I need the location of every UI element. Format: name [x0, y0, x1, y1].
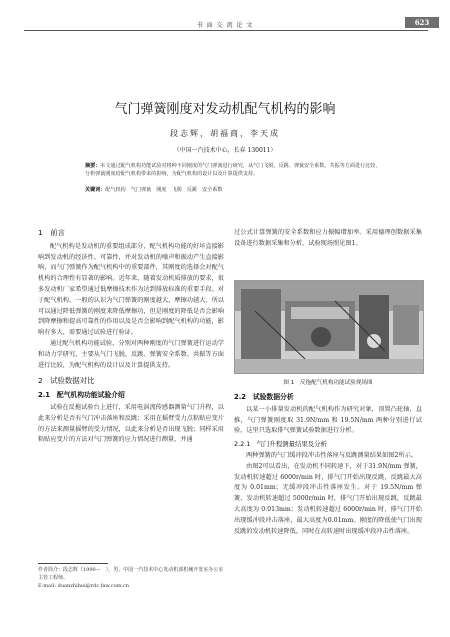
keywords-label: 关键词： — [85, 187, 106, 193]
keywords-text: 配气机构 气门弹簧 刚度 飞脱 反跳 安全系数 — [105, 187, 223, 193]
test-rig-image — [235, 281, 423, 373]
paragraph-lift-analysis: 由图2可以看出，在发动机不同转速下，对于31.9N/mm 弹簧，发动机转速超过 6000r/min 时，排气门开始出现反跳，反跳最大高度为 0.01mm；无缓冲段冲击性落座发生。对于 19.5N/mm 弹簧，发动机转速超过 5000r/min 时，排气门开始出现反跳，反跳最大高度为 0.013mm；发动机转速超过 6000r/min 时，排气门开始出现缓冲段冲击落座，最大高度为0.01mm。刚度的降低使气门出现反跳的发动机转速降低，同时在高转速时出现缓冲段冲击性落座。 — [234, 462, 422, 535]
page-number: 623 — [405, 17, 439, 28]
footnote-author: 作者简介：段志辉（1990— ），男，中国一汽技术中心发动机部机械开发室办公室主管工程师。 — [38, 567, 224, 581]
abstract-text: 本文通过配气机构功能试验对将种不同刚度的气门弹簧进行研究，从气门飞脱、反跳、弹簧安全系数、共振等方面进行比较，分析弹簧刚度给配气机构带来的影响，为配气机构的设计以及计算提供支持。 — [85, 163, 381, 177]
footnote-email: E-mail: duanzhihui@rdc.faw.com.cn — [38, 583, 129, 589]
section-heading-1: 1 前言 — [38, 228, 65, 237]
running-header: 书 面 交 流 论 文 — [196, 22, 254, 29]
section-heading-2-1: 2.1 配气机构功能试验介绍 — [38, 391, 125, 400]
header-rule — [24, 30, 428, 31]
section-heading-2-2-1: 2.2.1 气门升程测量结果及分析 — [234, 440, 327, 449]
abstract — [85, 162, 385, 178]
footnote-rule — [38, 563, 108, 564]
keywords — [85, 186, 385, 194]
paragraph-intro: 配气机构是发动机的重要组成部分，配气机构功能的好坏直接影响到发动机的经济性、可靠性，并对发动机的噪声和振动产生直接影响，而气门弹簧作为配气机构中的重要部件，其刚度的选择会对配气机构的合理性有显著的影响。近年来，随着发动机质排放的要求，很多发动机厂家希望通过低摩擦技术作为达到排放标准的重要手段。对于配气机构，一般的认识为气门弹簧的刚度越大，摩擦功越大，所以可以通过降低弹簧的刚度来降低摩擦功，但是刚度的降低是否会影响到降摩擦和提高可靠性的作用以及是否会影响到配气机构的功能，影响有多大，需要通过试验进行验证。 — [38, 242, 224, 337]
paragraph-test-intro: 试验在反拖试验台上进行，采用电涡流传感器测量气门升程，以此来分析是否有气门冲击落座和反跳；采用在摇臂受力点粘贴应变片的方法来测量摇臂的受力情况，以此来分析是否出现飞脱；同样采用粘贴应变片的方法对气门弹簧的应力情况进行测量，并通 — [38, 403, 224, 444]
footnote — [38, 566, 224, 590]
left-column — [38, 228, 224, 446]
abstract-label: 摘要： — [85, 163, 101, 169]
right-column-top — [234, 228, 422, 250]
right-column-bottom — [234, 392, 422, 537]
test-photo — [234, 280, 424, 374]
paragraph-lift-results: 两种弹簧的气门缓冲段冲击性落座与反跳测量结果如图2所示。 — [246, 451, 417, 459]
figure-caption: 图 1 反拖配气机构功能试验现场图 — [283, 380, 373, 386]
section-heading-2-2: 2.2 试验数据分析 — [234, 393, 294, 401]
paragraph-intro-2: 通过配气机构功能试验，分别对两种刚度的气门弹簧进行运动学和动力学研究，主要从气门飞脱、反跳、弹簧安全系数、共振等方面进行比较，为配气机构的设计以及计算提供支持。 — [38, 339, 224, 369]
paragraph-continued: 过公式计算弹簧的安全系数和应力振幅增加率。采用德理创数据采集设备进行数据采集和分析，试验现场照见图1。 — [234, 229, 422, 247]
authors: 段志辉，胡福商，李天成 — [170, 129, 280, 138]
paragraph-analysis: 以某一小排量发动机的配气机构作为研究对象，顶置凸轮轴，直推，气门弹簧刚度取 31.9N/mm 和 19.5N/mm 两种分别进行试验，这里只选取排气弹簧试验数据进行分析。 — [234, 405, 422, 435]
affiliation: （中国一汽技术中心，长春 130011） — [173, 147, 277, 154]
section-heading-2: 2 试验数据对比 — [38, 376, 95, 386]
paper-title: 气门弹簧刚度对发动机配气机构的影响 — [114, 102, 336, 117]
